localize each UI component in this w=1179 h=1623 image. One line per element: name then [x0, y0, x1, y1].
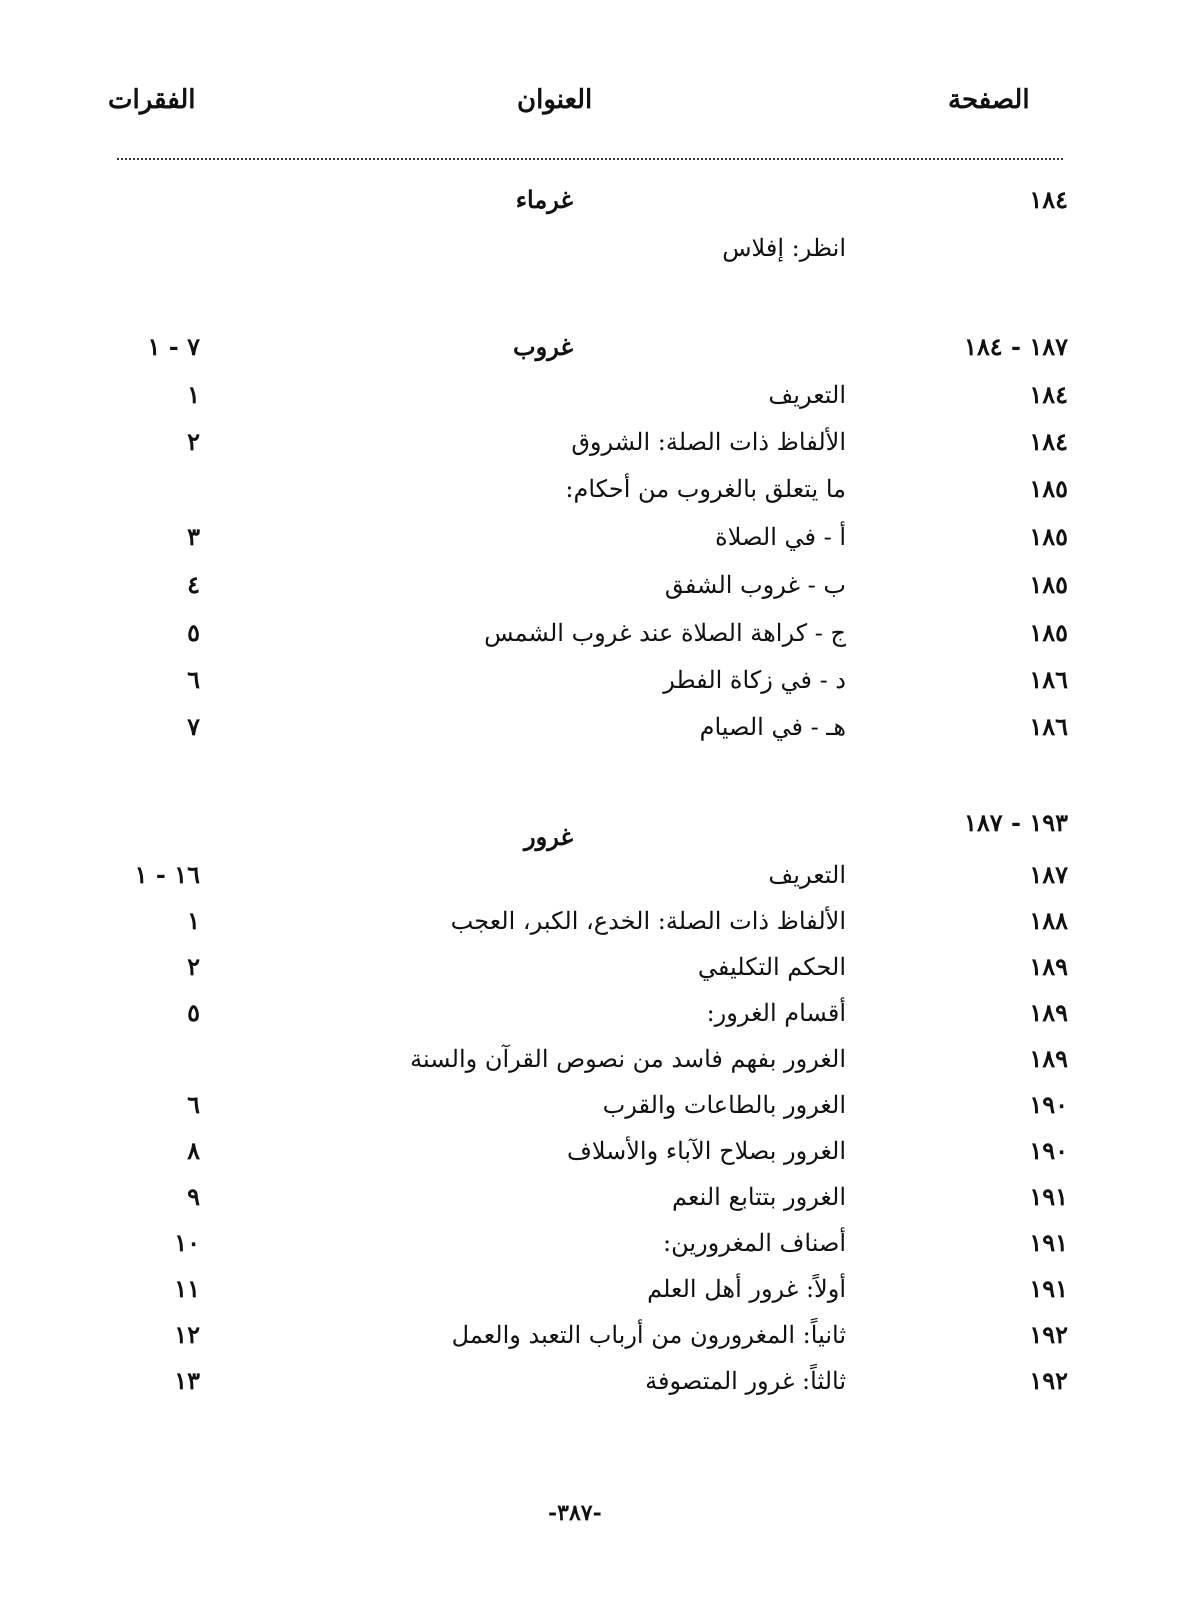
header-paragraphs-column: الفقرات: [108, 85, 196, 115]
entry-paragraph: ٥: [187, 998, 200, 1027]
entry-page: ١٩١: [1029, 1228, 1068, 1257]
header-title-column: العنوان: [517, 85, 593, 115]
entry-title: ب - غروب الشفق: [664, 571, 846, 599]
entry-paragraph: ١٠: [174, 1228, 200, 1257]
section-pages: ١٩٣ - ١٨٧: [963, 808, 1068, 837]
entry-paragraph: ١٢: [174, 1320, 200, 1349]
entry-page: ١٨٦: [1029, 712, 1068, 741]
index-entry: [0, 1129, 1179, 1173]
entry-title: أقسام الغرور:: [706, 999, 846, 1027]
entry-title: ما يتعلق بالغروب من أحكام:: [565, 475, 846, 503]
index-entry: [0, 515, 1179, 559]
index-entry: [0, 705, 1179, 749]
entry-title: هـ - في الصيام: [699, 713, 846, 741]
entry-paragraph: ١٦ - ١: [134, 860, 200, 889]
entry-page: ١٩١: [1029, 1182, 1068, 1211]
entry-paragraph: ٣: [187, 522, 200, 551]
index-entry: [0, 1175, 1179, 1219]
index-entry: [0, 420, 1179, 464]
section-pages: ١٨٤: [1029, 185, 1068, 214]
entry-title: ج - كراهة الصلاة عند غروب الشمس: [484, 619, 846, 647]
section-paragraphs: ٧ - ١: [147, 332, 200, 361]
entry-page: ١٨٥: [1029, 522, 1068, 551]
entry-title: انظر: إفلاس: [722, 234, 846, 262]
index-entry: [0, 899, 1179, 943]
page-number: -٣٨٧-: [548, 1500, 602, 1526]
entry-page: ١٨٩: [1029, 998, 1068, 1027]
entry-title: ثالثاً: غرور المتصوفة: [645, 1367, 846, 1395]
entry-page: ١٨٩: [1029, 1044, 1068, 1073]
index-entry: [0, 1083, 1179, 1127]
entry-title: الألفاظ ذات الصلة: الشروق: [571, 428, 846, 456]
entry-title: التعريف: [768, 381, 846, 409]
entry-page: ١٨٥: [1029, 570, 1068, 599]
entry-paragraph: ٦: [187, 665, 200, 694]
entry-page: ١٨٤: [1029, 380, 1068, 409]
entry-page: ١٨٥: [1029, 618, 1068, 647]
entry-title: د - في زكاة الفطر: [663, 666, 846, 694]
entry-paragraph: ٤: [187, 570, 200, 599]
entry-title: أولاً: غرور أهل العلم: [647, 1275, 846, 1303]
index-entry: [0, 1267, 1179, 1311]
entry-title: أصناف المغرورين:: [663, 1229, 846, 1257]
entry-page: ١٨٩: [1029, 952, 1068, 981]
entry-page: ١٩٠: [1029, 1090, 1068, 1119]
entry-paragraph: ١١: [174, 1274, 200, 1303]
index-entry: [0, 563, 1179, 607]
entry-paragraph: ٢: [187, 427, 200, 456]
entry-paragraph: ٩: [187, 1182, 200, 1211]
entry-paragraph: ٧: [187, 712, 200, 741]
entry-paragraph: ٥: [187, 618, 200, 647]
index-entry: [0, 945, 1179, 989]
entry-title: ثانياً: المغرورون من أرباب التعبد والعمل: [451, 1321, 846, 1349]
section-heading: غرور: [524, 822, 573, 851]
section-heading: غرماء: [515, 185, 573, 214]
entry-page: ١٩١: [1029, 1274, 1068, 1303]
entry-page: ١٨٤: [1029, 427, 1068, 456]
entry-paragraph: ٦: [187, 1090, 200, 1119]
entry-paragraph: ١: [187, 380, 200, 409]
entry-paragraph: ٨: [187, 1136, 200, 1165]
entry-page: ١٨٦: [1029, 665, 1068, 694]
entry-title: الغرور بفهم فاسد من نصوص القرآن والسنة: [410, 1045, 846, 1073]
entry-page: ١٩٠: [1029, 1136, 1068, 1165]
entry-page: ١٨٥: [1029, 474, 1068, 503]
index-entry: [0, 853, 1179, 897]
index-entry: [0, 373, 1179, 417]
entry-title: الغرور بالطاعات والقرب: [602, 1091, 846, 1119]
entry-title: التعريف: [768, 861, 846, 889]
section-heading: غروب: [513, 332, 573, 361]
entry-page: ١٩٢: [1029, 1320, 1068, 1349]
index-entry: [0, 1221, 1179, 1265]
entry-title: الحكم التكليفي: [697, 953, 846, 981]
section-heading-row: [0, 178, 1179, 222]
section-heading-row: [0, 325, 1179, 369]
index-entry: [0, 658, 1179, 702]
entry-paragraph: ١٣: [174, 1366, 200, 1395]
index-entry: [0, 611, 1179, 655]
entry-page: ١٨٧: [1029, 860, 1068, 889]
entry-page: ١٩٢: [1029, 1366, 1068, 1395]
section-pages: ١٨٧ - ١٨٤: [963, 332, 1068, 361]
index-entry: [0, 1359, 1179, 1403]
entry-title: الألفاظ ذات الصلة: الخدع، الكبر، العجب: [450, 907, 846, 935]
index-entry: [0, 226, 1179, 270]
entry-page: ١٨٨: [1029, 906, 1068, 935]
entry-title: الغرور بتتابع النعم: [672, 1183, 846, 1211]
entry-paragraph: ١: [187, 906, 200, 935]
header-divider: [117, 158, 1063, 160]
header-page-column: الصفحة: [948, 85, 1030, 115]
entry-title: الغرور بصلاح الآباء والأسلاف: [566, 1137, 846, 1165]
entry-title: أ - في الصلاة: [715, 523, 846, 551]
index-entry: [0, 1037, 1179, 1081]
index-entry: [0, 1313, 1179, 1357]
index-entry: [0, 991, 1179, 1035]
index-entry: [0, 467, 1179, 511]
entry-paragraph: ٢: [187, 952, 200, 981]
